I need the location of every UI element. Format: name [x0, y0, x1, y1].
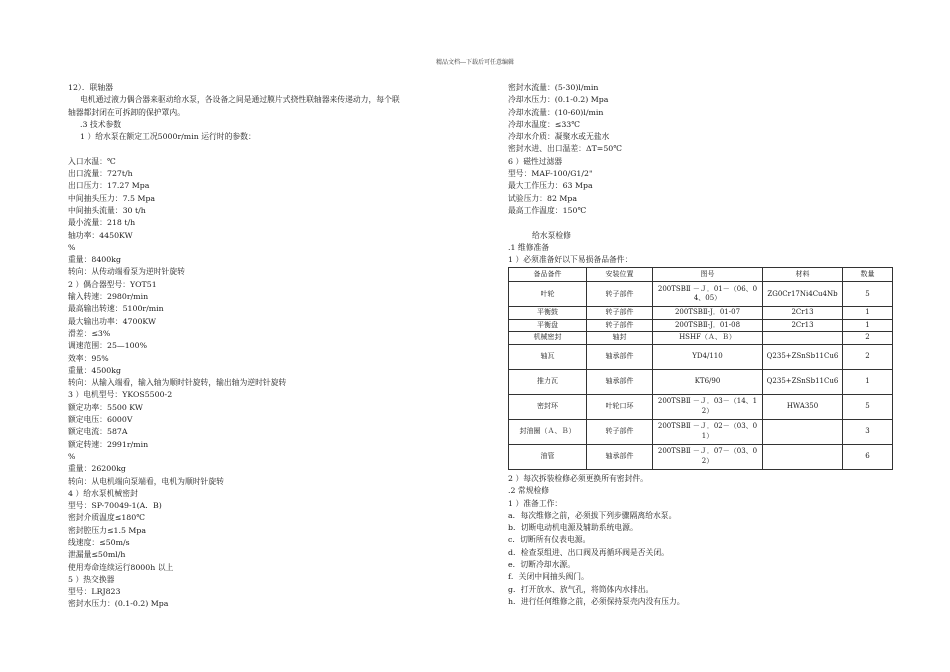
- param-cooling-water-temp: 冷却水温度：≤33℃: [508, 119, 580, 129]
- param-max-output-power: 最大输出功率：4700KW: [68, 316, 156, 326]
- preparation-heading: 1 ）准备工作：: [508, 498, 563, 508]
- table-cell: 1: [843, 369, 893, 394]
- table-row: [509, 307, 893, 320]
- motor-model-heading: 3 ）电机型号：YKOS5500-2: [68, 390, 173, 400]
- right-column: [508, 82, 878, 608]
- table-cell: 推力瓦: [509, 369, 587, 394]
- table-cell: YD4/110: [653, 344, 763, 369]
- table-cell: 轴封: [587, 332, 653, 345]
- step-a: a．每次维修之前，必须拔下列步骤隔离给水泵。: [508, 510, 677, 520]
- table-row: [509, 319, 893, 332]
- param-speed-range: 调速范围：25—100%: [68, 341, 147, 351]
- left-column: [68, 82, 468, 611]
- pump-rated-params-heading: 1 ）给水泵在额定工况5000r/min 运行时的参数：: [80, 132, 256, 142]
- param-pump-weight: 重量：8400kg: [68, 255, 121, 265]
- table-cell: ZG0Cr17Ni4Cu4Nb: [763, 282, 843, 307]
- table-cell: 200TSBⅡ-J．01-07: [653, 307, 763, 320]
- param-test-pressure: 试验压力：82 Mpa: [508, 193, 578, 203]
- param-rated-current: 额定电流：587A: [68, 427, 128, 437]
- param-efficiency: %: [68, 242, 76, 252]
- magnetic-filter-heading: 6 ）磁性过滤器: [508, 156, 563, 166]
- table-cell: 密封环: [509, 394, 587, 419]
- table-cell: 转子部件: [587, 282, 653, 307]
- table-cell: [763, 332, 843, 345]
- param-inlet-temp: 入口水温：℃: [68, 156, 116, 166]
- step-e: e．切断冷却水源。: [508, 560, 575, 570]
- table-cell: 平衡鼓: [509, 307, 587, 320]
- param-coupler-rotation: 转向：从输入端看，输入轴为顺时针旋转，输出轴为逆时针旋转: [68, 378, 287, 388]
- param-motor-weight: 重量：26200kg: [68, 464, 126, 474]
- table-cell: HSHF（Ａ、Ｂ）: [653, 332, 763, 345]
- table-cell: 轴瓦: [509, 344, 587, 369]
- param-seal-model: 型号：SP-70049-1(A．B): [68, 501, 162, 511]
- table-cell: 2: [843, 332, 893, 345]
- table-cell: HWA350: [763, 394, 843, 419]
- table-cell: 平衡盘: [509, 319, 587, 332]
- table-cell: 200TSBⅡ －Ｊ．02－（03、01）: [653, 419, 763, 444]
- table-row: [509, 344, 893, 369]
- table-row: [509, 394, 893, 419]
- step-b: b．切断电动机电源及辅助系统电源。: [508, 523, 638, 533]
- heat-exchanger-heading: 5 ）热交换器: [68, 574, 115, 584]
- param-motor-rotation: 转向：从电机端向泵端看，电机为顺时针旋转: [68, 476, 224, 486]
- param-line-speed: 线速度：≤50m/s: [68, 537, 130, 547]
- table-cell: 2Cr13: [763, 307, 843, 320]
- param-seal-medium-temp: 密封介质温度≤180℃: [68, 513, 145, 523]
- column-header: 备品备件: [509, 268, 587, 282]
- table-cell: [763, 419, 843, 444]
- table-cell: 2: [843, 344, 893, 369]
- table-cell: 5: [843, 394, 893, 419]
- param-coupler-efficiency: 效率：95%: [68, 353, 109, 363]
- param-outlet-flow: 出口流量：727t/h: [68, 169, 133, 179]
- param-max-working-temp: 最高工作温度：150℃: [508, 205, 587, 215]
- param-tap-flow: 中间抽头流量：30 t/h: [68, 205, 146, 215]
- coupling-description-line2: 轴器都封闭在可拆卸的保护罩内。: [68, 107, 185, 117]
- param-coupler-weight: 重量：4500kg: [68, 365, 121, 375]
- table-cell: KT6/90: [653, 369, 763, 394]
- param-cooling-water-pressure: 冷却水压力：(0.1-0.2) Mpa: [508, 95, 609, 105]
- table-cell: 油管: [509, 444, 587, 469]
- coupling-description-line1: 电机通过液力偶合器来驱动给水泵，各设备之间是通过膜片式挠性联轴器来传递动力，每个联: [80, 95, 400, 105]
- table-cell: 3: [843, 419, 893, 444]
- param-rated-voltage: 额定电压：6000V: [68, 415, 133, 425]
- table-row: [509, 419, 893, 444]
- step-c: c．切断所有仪表电源。: [508, 535, 591, 545]
- step-g: g．打开放水、放气孔，将筒体内水排出。: [508, 584, 654, 594]
- table-cell: Q235+ZSnSb11Cu6: [763, 344, 843, 369]
- table-cell: 1: [843, 307, 893, 320]
- table-cell: [763, 444, 843, 469]
- table-cell: 叶轮: [509, 282, 587, 307]
- param-input-speed: 输入转速：2980r/min: [68, 292, 149, 302]
- table-cell: 转子部件: [587, 319, 653, 332]
- param-hx-model: 型号：LRJ823: [68, 587, 121, 597]
- column-header: 材料: [763, 268, 843, 282]
- table-row: [509, 282, 893, 307]
- param-seal-water-pressure: 密封水压力：(0.1-0.2) Mpa: [68, 599, 169, 609]
- table-cell: 轴承部件: [587, 344, 653, 369]
- table-cell: 1: [843, 319, 893, 332]
- table-cell: 6: [843, 444, 893, 469]
- column-header: 数量: [843, 268, 893, 282]
- param-leakage: 泄漏量≤50ml/h: [68, 550, 126, 560]
- mech-seal-heading: 4 ）给水泵机械密封: [68, 488, 138, 498]
- table-cell: 200TSBⅡ －Ｊ．03－（14、12）: [653, 394, 763, 419]
- table-row: [509, 369, 893, 394]
- spare-parts-intro: 1 ）必须准备好以下易损备品备件：: [508, 255, 633, 265]
- table-row: [509, 444, 893, 469]
- section-heading-coupling: 12）．联轴器: [68, 83, 114, 92]
- table-cell: 200TSBⅡ-J．01-08: [653, 319, 763, 332]
- section-heading-pump-maintenance: 给水泵检修: [532, 230, 571, 240]
- table-cell: Q235+ZSnSb11Cu6: [763, 369, 843, 394]
- page-header: 精品文档---下载后可任意编辑: [435, 59, 515, 66]
- section-heading-routine-maintenance: .2 常规检修: [508, 486, 550, 496]
- param-min-flow: 最小流量：218 t/h: [68, 218, 136, 228]
- param-tap-pressure: 中间抽头压力：7.5 Mpa: [68, 193, 156, 203]
- param-temp-difference: 密封水进、出口温差：ΔT=50℃: [508, 144, 622, 154]
- table-cell: 机械密封: [509, 332, 587, 345]
- step-f: f．关闭中间抽头阀门。: [508, 572, 589, 582]
- param-slip: 滑差：≤3%: [68, 328, 111, 338]
- param-filter-model: 型号：MAF-100/G1/2": [508, 169, 593, 179]
- table-cell: 叶轮口环: [587, 394, 653, 419]
- param-pump-rotation: 转向：从传动端看泵为逆时针旋转: [68, 267, 185, 277]
- step-d: d．检查泵组进、出口阀及再循环阀是否关闭。: [508, 547, 669, 557]
- table-cell: 5: [843, 282, 893, 307]
- column-header: 图号: [653, 268, 763, 282]
- param-rated-speed: 额定转速：2991r/min: [68, 439, 149, 449]
- param-rated-power: 额定功率：5500 KW: [68, 402, 143, 412]
- table-cell: 转子部件: [587, 419, 653, 444]
- table-row: [509, 332, 893, 345]
- section-heading-tech-params: .3 技术参数: [80, 119, 122, 129]
- table-header-row: [509, 268, 893, 282]
- param-seal-water-flow: 密封水流量：(5-30)l/min: [508, 83, 599, 92]
- spare-parts-table: [508, 267, 893, 470]
- seal-replacement-note: 2 ）每次拆装检修必须更换所有密封件。: [508, 473, 648, 483]
- param-shaft-power: 轴功率：4450KW: [68, 230, 133, 240]
- param-seal-chamber-pressure: 密封腔压力≤1.5 Mpa: [68, 525, 147, 535]
- table-cell: 200TSBⅡ －Ｊ．01－（06、04、05）: [653, 282, 763, 307]
- param-max-output-speed: 最高输出转速：5100r/min: [68, 304, 164, 314]
- blank-line: [68, 143, 468, 155]
- param-service-life: 使用寿命连续运行8000h 以上: [68, 562, 174, 572]
- table-cell: 轴承部件: [587, 444, 653, 469]
- step-h: h．进行任何维修之前，必须保持泵壳内没有压力。: [508, 596, 685, 606]
- blank-line: [508, 217, 878, 229]
- table-cell: 2Cr13: [763, 319, 843, 332]
- section-heading-maintenance-prep: .1 维修准备: [508, 242, 550, 252]
- param-cooling-water-flow: 冷却水流量：(10-60)l/min: [508, 107, 604, 117]
- param-motor-efficiency: %: [68, 451, 76, 461]
- param-outlet-pressure: 出口压力：17.27 Mpa: [68, 181, 150, 191]
- table-cell: 封油圈（Ａ、Ｂ）: [509, 419, 587, 444]
- table-cell: 200TSBⅡ －Ｊ．07－（03、02）: [653, 444, 763, 469]
- coupler-model-heading: 2 ）偶合器型号：YOT51: [68, 279, 157, 289]
- param-max-working-pressure: 最大工作压力：63 Mpa: [508, 181, 593, 191]
- table-cell: 轴承部件: [587, 369, 653, 394]
- table-cell: 转子部件: [587, 307, 653, 320]
- param-cooling-water-medium: 冷却水介质：凝聚水或无盐水: [508, 132, 610, 142]
- column-header: 安装位置: [587, 268, 653, 282]
